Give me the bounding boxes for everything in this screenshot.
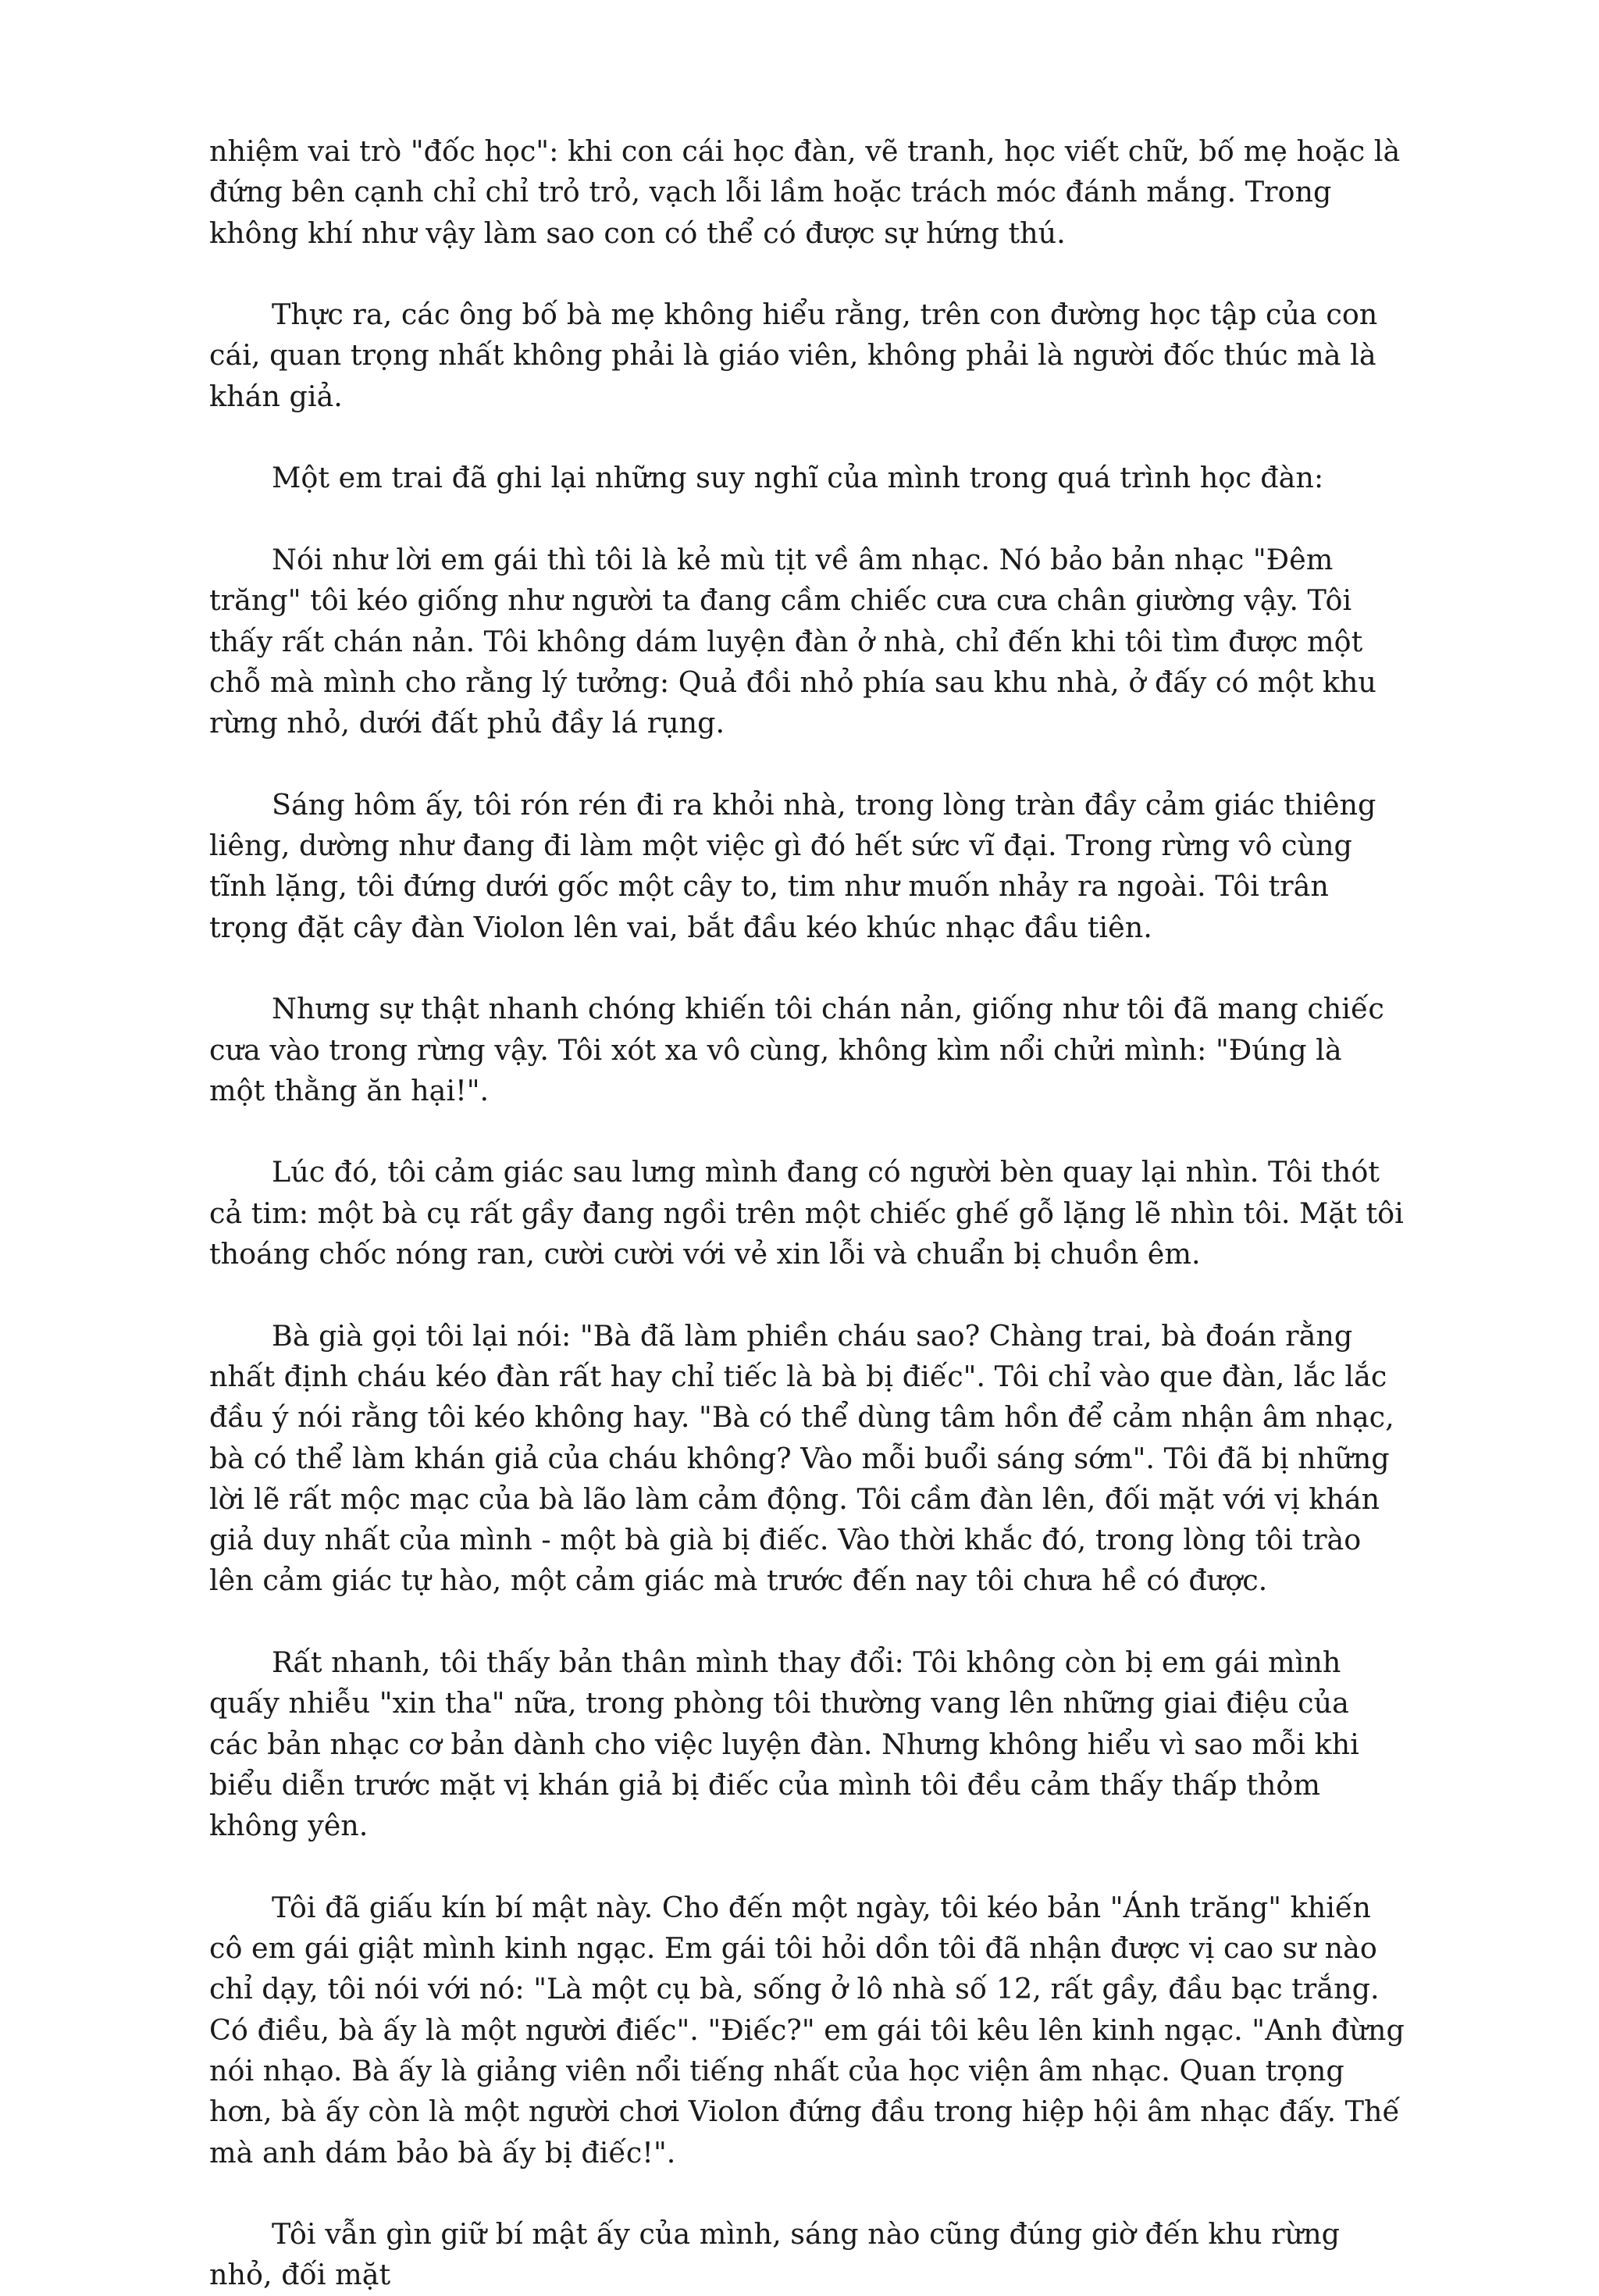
paragraph-4: Nói như lời em gái thì tôi là kẻ mù tịt về âm nhạc. Nó bảo bản nhạc "Đêm trăng" tôi kéo giống như người ta đang cầm chiếc cưa cưa chân giường vậy. Tôi thấy rất chán nản. Tôi không dám luyện đàn ở nhà, chỉ đến khi tôi tìm được một chỗ mà mình cho rằng lý tưởng: Quả đồi nhỏ phía sau khu nhà, ở đấy có một khu rừng nhỏ, dưới đất phủ đầy lá rụng.	[209, 542, 1376, 740]
paragraph-5: Sáng hôm ấy, tôi rón rén đi ra khỏi nhà, trong lòng tràn đầy cảm giác thiêng liêng, dường như đang đi làm một việc gì đó hết sức vĩ đại. Trong rừng vô cùng tĩnh lặng, tôi đứng dưới gốc một cây to, tim như muốn nhảy ra ngoài. Tôi trân trọng đặt cây đàn Violon lên vai, bắt đầu kéo khúc nhạc đầu tiên.	[209, 787, 1376, 944]
paragraph-11: Tôi vẫn gìn giữ bí mật ấy của mình, sáng nào cũng đúng giờ đến khu rừng nhỏ, đối mặt	[209, 2217, 1340, 2292]
document-page	[209, 131, 1405, 2296]
paragraph-3: Một em trai đã ghi lại những suy nghĩ của mình trong quá trình học đàn:	[272, 461, 1324, 495]
paragraph-6: Nhưng sự thật nhanh chóng khiến tôi chán nản, giống như tôi đã mang chiếc cưa vào trong rừng vậy. Tôi xót xa vô cùng, không kìm nổi chửi mình: "Đúng là một thằng ăn hại!".	[209, 992, 1384, 1107]
paragraph-1: nhiệm vai trò "đốc học": khi con cái học đàn, vẽ tranh, học viết chữ, bố mẹ hoặc là đứng bên cạnh chỉ chỉ trỏ trỏ, vạch lỗi lầm hoặc trách móc đánh mắng. Trong không khí như vậy làm sao con có thể có được sự hứng thú.	[209, 134, 1401, 250]
paragraph-10: Tôi đã giấu kín bí mật này. Cho đến một ngày, tôi kéo bản "Ánh trăng" khiến cô em gái giật mình kinh ngạc. Em gái tôi hỏi dồn tôi đã nhận được vị cao sư nào chỉ dạy, tôi nói với nó: "Là một cụ bà, sống ở lô nhà số 12, rất gầy, đầu bạc trắng. Có điều, bà ấy là một người điếc". "Điếc?" em gái tôi kêu lên kinh ngạc. "Anh đừng nói nhạo. Bà ấy là giảng viên nổi tiếng nhất của học viện âm nhạc. Quan trọng hơn, bà ấy còn là một người chơi Violon đứng đầu trong hiệp hội âm nhạc đấy. Thế mà anh dám bảo bà ấy bị điếc!".	[209, 1890, 1405, 2169]
paragraph-8: Bà già gọi tôi lại nói: "Bà đã làm phiền cháu sao? Chàng trai, bà đoán rằng nhất định cháu kéo đàn rất hay chỉ tiếc là bà bị điếc". Tôi chỉ vào que đàn, lắc lắc đầu ý nói rằng tôi kéo không hay. "Bà có thể dùng tâm hồn để cảm nhận âm nhạc, bà có thể làm khán giả của cháu không? Vào mỗi buổi sáng sớm". Tôi đã bị những lời lẽ rất mộc mạc của bà lão làm cảm động. Tôi cầm đàn lên, đối mặt với vị khán giả duy nhất của mình - một bà già bị điếc. Vào thời khắc đó, trong lòng tôi trào lên cảm giác tự hào, một cảm giác mà trước đến nay tôi chưa hề có được.	[209, 1318, 1394, 1598]
paragraph-2: Thực ra, các ông bố bà mẹ không hiểu rằng, trên con đường học tập của con cái, quan trọng nhất không phải là giáo viên, không phải là người đốc thúc mà là khán giả.	[209, 298, 1378, 413]
paragraph-7: Lúc đó, tôi cảm giác sau lưng mình đang có người bèn quay lại nhìn. Tôi thót cả tim: một bà cụ rất gầy đang ngồi trên một chiếc ghế gỗ lặng lẽ nhìn tôi. Mặt tôi thoáng chốc nóng ran, cười cười với vẻ xin lỗi và chuẩn bị chuồn êm.	[209, 1155, 1404, 1271]
paragraph-9: Rất nhanh, tôi thấy bản thân mình thay đổi: Tôi không còn bị em gái mình quấy nhiễu "xin tha" nữa, trong phòng tôi thường vang lên những giai điệu của các bản nhạc cơ bản dành cho việc luyện đàn. Nhưng không hiểu vì sao mỗi khi biểu diễn trước mặt vị khán giả bị điếc của mình tôi đều cảm thấy thấp thỏm không yên.	[209, 1645, 1359, 1843]
